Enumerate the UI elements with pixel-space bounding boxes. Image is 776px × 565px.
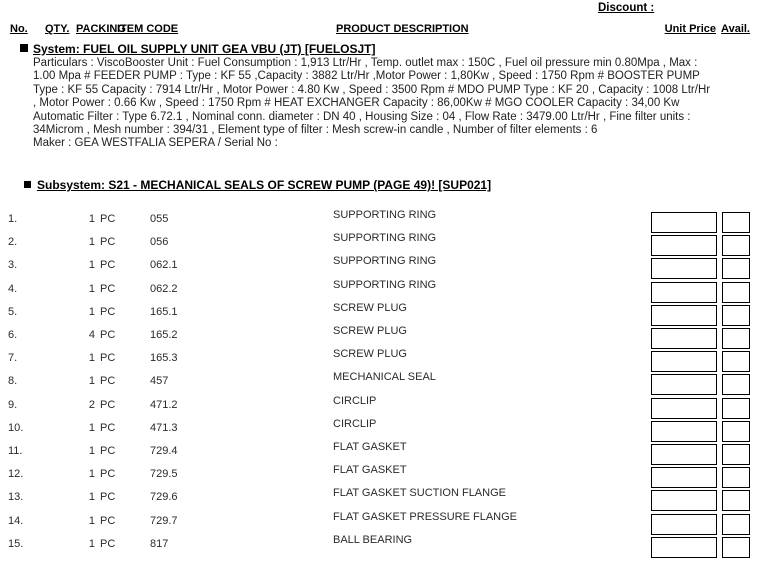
row-item-code: 471.2 — [150, 398, 178, 411]
row-item-code: 055 — [150, 213, 169, 225]
row-item-code: 729.4 — [150, 445, 178, 457]
table-row — [0, 302, 776, 325]
row-qty: 1 — [88, 421, 95, 434]
row-item-code: 165.1 — [150, 305, 178, 318]
system-title: System: FUEL OIL SUPPLY UNIT GEA VBU (JT) [FUELOSJT] — [33, 42, 376, 56]
avail-cell[interactable] — [722, 328, 750, 349]
table-row — [0, 325, 776, 348]
row-description: SCREW PLUG — [333, 301, 407, 314]
row-packing: PC — [100, 329, 116, 341]
row-item-code: 056 — [150, 236, 169, 249]
avail-cell[interactable] — [722, 351, 750, 372]
system-header — [20, 40, 376, 58]
row-number: 4. — [8, 282, 18, 295]
unit-price-cell[interactable] — [651, 490, 717, 511]
row-qty: 1 — [88, 375, 95, 388]
unit-price-cell[interactable] — [651, 398, 717, 419]
row-number: 9. — [8, 398, 18, 411]
particulars-line: Automatic Filter : Type 6.72.1 , Nominal conn. diameter : DN 40 , Housing Size : 04 , Flow Rate : 3479.00 Ltr/Hr , Fine filter units : — [33, 110, 691, 123]
row-qty: 1 — [88, 445, 95, 457]
table-row — [0, 232, 776, 255]
row-packing: PC — [100, 445, 116, 457]
row-packing: PC — [100, 514, 116, 527]
row-qty: 1 — [88, 213, 95, 225]
row-qty: 1 — [88, 491, 95, 504]
row-description: SCREW PLUG — [333, 325, 407, 337]
row-item-code: 165.3 — [150, 352, 178, 365]
unit-price-cell[interactable] — [651, 467, 717, 488]
system-particulars — [33, 57, 773, 151]
table-row — [0, 441, 776, 464]
avail-cell[interactable] — [722, 421, 750, 442]
row-item-code: 471.3 — [150, 421, 178, 434]
row-packing: PC — [100, 259, 116, 272]
row-number: 10. — [8, 421, 24, 434]
row-number: 8. — [8, 375, 18, 388]
unit-price-cell[interactable] — [651, 351, 717, 372]
row-packing: PC — [100, 213, 116, 225]
row-packing: PC — [100, 375, 116, 388]
unit-price-cell[interactable] — [651, 305, 717, 326]
row-description: MECHANICAL SEAL — [333, 371, 436, 384]
table-row — [0, 464, 776, 487]
row-description: SUPPORTING RING — [333, 232, 437, 245]
row-packing: PC — [100, 468, 116, 481]
row-number: 1. — [8, 213, 18, 225]
table-row — [0, 487, 776, 510]
row-item-code: 729.7 — [150, 514, 178, 527]
row-qty: 1 — [88, 305, 95, 318]
row-number: 14. — [8, 514, 24, 527]
row-qty: 2 — [88, 398, 95, 411]
avail-cell[interactable] — [722, 235, 750, 256]
row-packing: PC — [100, 282, 116, 295]
avail-cell[interactable] — [722, 305, 750, 326]
row-number: 7. — [8, 352, 18, 365]
row-item-code: 165.2 — [150, 329, 178, 341]
row-description: FLAT GASKET — [333, 464, 407, 477]
row-description: FLAT GASKET — [333, 441, 407, 453]
row-description: SUPPORTING RING — [333, 255, 437, 268]
row-packing: PC — [100, 398, 116, 411]
discount-label: Discount : — [598, 2, 655, 14]
particulars-line: , Motor Power : 0.66 Kw , Speed : 1750 Rpm # HEAT EXCHANGER Capacity : 86,00Kw # MGO COOLER Capacity : 34,00 Kw — [33, 97, 680, 110]
row-qty: 1 — [88, 282, 95, 295]
row-qty: 1 — [88, 537, 95, 550]
table-row — [0, 209, 776, 232]
table-row — [0, 371, 776, 394]
unit-price-cell[interactable] — [651, 421, 717, 442]
row-number: 15. — [8, 537, 24, 550]
particulars-line: 34Microm , Mesh number : 394/31 , Element type of filter : Mesh screw-in candle , Number of filter elements : 6 — [33, 124, 598, 137]
row-number: 11. — [8, 445, 23, 457]
particulars-line: Particulars : ViscoBooster Unit : Fuel Consumption : 1,913 Ltr/Hr , Temp. outlet max : 150C , Fuel oil pressure min 0.80Mpa , Max : — [33, 57, 698, 69]
row-description: BALL BEARING — [333, 533, 413, 546]
row-item-code: 457 — [150, 375, 169, 388]
row-item-code: 817 — [150, 537, 169, 550]
row-description: CIRCLIP — [333, 417, 377, 430]
row-item-code: 729.6 — [150, 491, 178, 504]
row-qty: 1 — [88, 468, 95, 481]
col-header-no: No. — [10, 23, 28, 35]
avail-cell[interactable] — [722, 374, 750, 395]
particulars-line: Type : KF 55 Capacity : 7914 Ltr/Hr , Motor Power : 4.80 Kw , Speed : 3500 Rpm # MDO PUMP Type : KF 20 , Capacity : 1008 Ltr/Hr — [33, 83, 711, 96]
table-row — [0, 418, 776, 441]
avail-cell[interactable] — [722, 444, 750, 465]
row-description: SUPPORTING RING — [333, 209, 437, 221]
row-packing: PC — [100, 236, 116, 249]
row-number: 13. — [8, 491, 24, 504]
table-row — [0, 534, 776, 557]
unit-price-cell[interactable] — [651, 258, 717, 279]
avail-cell[interactable] — [722, 514, 750, 535]
unit-price-cell[interactable] — [651, 514, 717, 535]
row-qty: 1 — [88, 352, 95, 365]
row-item-code: 062.2 — [150, 282, 178, 295]
row-packing: PC — [100, 421, 116, 434]
row-packing: PC — [100, 352, 116, 365]
avail-cell[interactable] — [722, 258, 750, 279]
subsystem-title: Subsystem: S21 - MECHANICAL SEALS OF SCREW PUMP (PAGE 49)! [SUP021] — [37, 178, 492, 192]
row-description: SCREW PLUG — [333, 348, 407, 361]
table-row — [0, 395, 776, 418]
table-row — [0, 255, 776, 278]
row-number: 3. — [8, 259, 18, 272]
avail-cell[interactable] — [722, 212, 750, 233]
avail-cell[interactable] — [722, 467, 750, 488]
table-row — [0, 348, 776, 371]
avail-cell[interactable] — [722, 537, 750, 558]
row-number: 2. — [8, 236, 18, 249]
unit-price-cell[interactable] — [651, 282, 717, 303]
row-description: FLAT GASKET SUCTION FLANGE — [333, 487, 506, 500]
row-qty: 1 — [88, 514, 95, 527]
avail-cell[interactable] — [722, 490, 750, 511]
subsystem-header — [24, 176, 491, 194]
unit-price-cell[interactable] — [651, 212, 717, 233]
col-header-avail: Avail. — [721, 23, 750, 35]
avail-cell[interactable] — [722, 282, 750, 303]
row-item-code: 062.1 — [150, 259, 178, 272]
row-description: FLAT GASKET PRESSURE FLANGE — [333, 510, 517, 523]
unit-price-cell[interactable] — [651, 328, 717, 349]
system-bullet-marker — [20, 44, 28, 52]
table-row — [0, 279, 776, 302]
col-header-item-code: ITEM CODE — [117, 23, 179, 35]
row-number: 5. — [8, 305, 18, 318]
unit-price-cell[interactable] — [651, 537, 717, 558]
row-number: 12. — [8, 468, 24, 481]
row-description: CIRCLIP — [333, 394, 377, 407]
particulars-line: 1.00 Mpa # FEEDER PUMP : Type : KF 55 ,Capacity : 3882 Ltr/Hr ,Motor Power : 1,80Kw , Speed : 1750 Rpm # BOOSTER PUMP — [33, 70, 700, 83]
unit-price-cell[interactable] — [651, 444, 717, 465]
col-header-qty: QTY. — [45, 23, 70, 35]
avail-cell[interactable] — [722, 398, 750, 419]
particulars-line: Maker : GEA WESTFALIA SEPERA / Serial No : — [33, 137, 278, 150]
row-packing: PC — [100, 305, 116, 318]
col-header-description: PRODUCT DESCRIPTION — [336, 23, 469, 35]
table-row — [0, 511, 776, 534]
row-number: 6. — [8, 329, 18, 341]
col-header-unit-price: Unit Price — [664, 23, 716, 35]
col-header-packing: PACKING — [76, 23, 126, 35]
unit-price-cell[interactable] — [651, 374, 717, 395]
row-description: SUPPORTING RING — [333, 278, 437, 291]
row-qty: 1 — [88, 259, 95, 272]
row-item-code: 729.5 — [150, 468, 178, 481]
unit-price-cell[interactable] — [651, 235, 717, 256]
row-qty: 1 — [88, 236, 95, 249]
row-packing: PC — [100, 537, 116, 550]
row-packing: PC — [100, 491, 116, 504]
row-qty: 4 — [88, 329, 95, 341]
subsystem-bullet-marker — [24, 181, 31, 188]
